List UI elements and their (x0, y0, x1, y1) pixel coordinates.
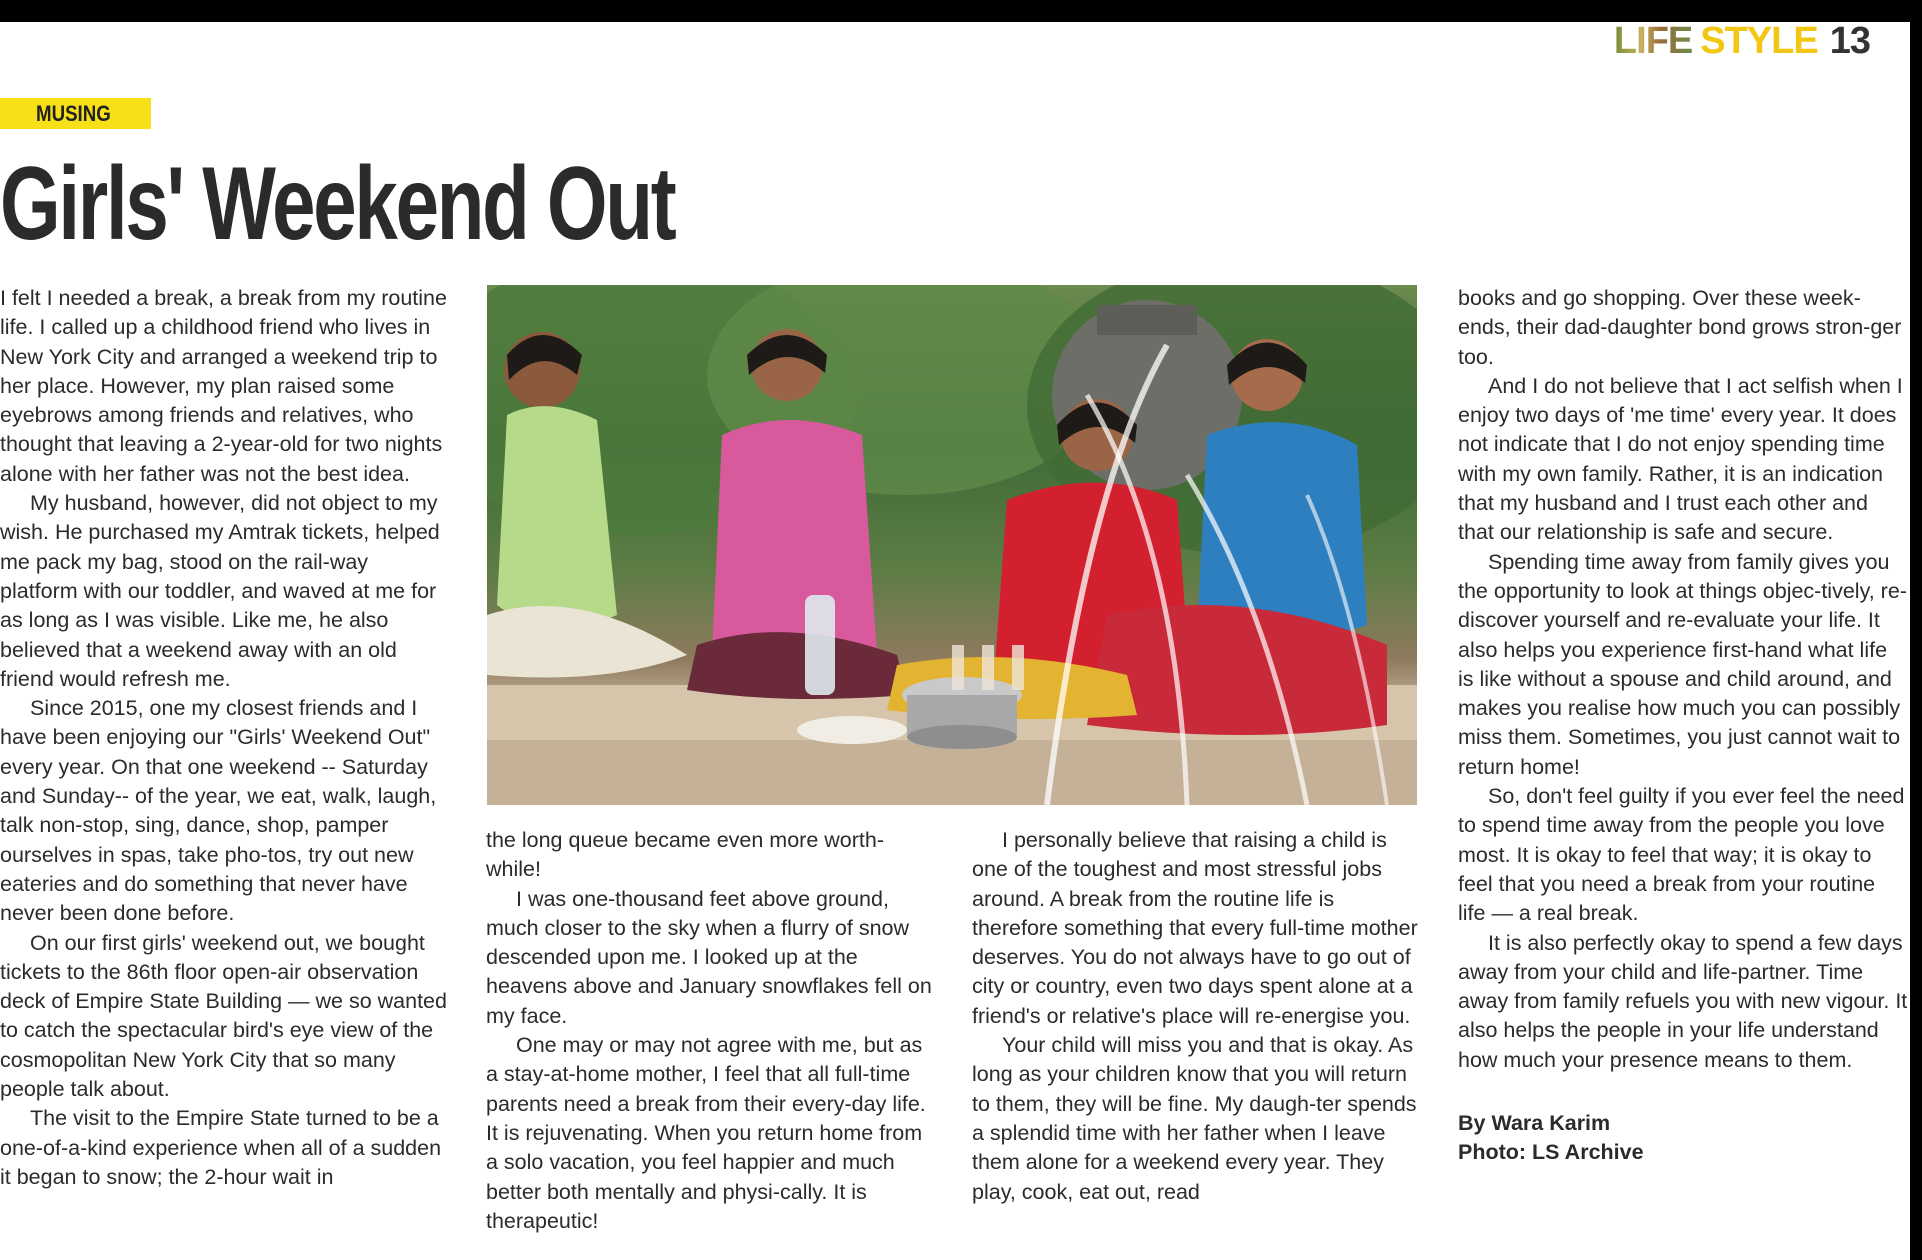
paragraph: It is also perfectly okay to spend a few days away from your child and life-partner. Time away from family refuels you with new vigour. It also helps the people in your life understand how much your presence means to them. (1458, 930, 1908, 1072)
paragraph: I was one-thousand feet above ground, much closer to the sky when a flurry of snow descended upon me. I looked up at the heavens above and January snowflakes fell on my face. (486, 886, 932, 1028)
article-column-1 (0, 284, 448, 1192)
paragraph: My husband, however, did not object to my wish. He purchased my Amtrak tickets, helped me pack my bag, stood on the rail-way platform with our toddler, and waved at me for as long as I was visible. Like me, he also believed that a weekend away with an old friend would refresh me. (0, 491, 440, 691)
photo-credit: Photo: LS Archive (1458, 1140, 1644, 1165)
paragraph: books and go shopping. Over these week-ends, their dad-daughter bond grows stron-ger too. (1458, 286, 1902, 369)
top-border (0, 0, 1922, 22)
paragraph: The visit to the Empire State turned to be a one-of-a-kind experience when all of a sudden it began to snow; the 2-hour wait in (0, 1106, 442, 1189)
article-column-4 (1458, 284, 1908, 1168)
article-column-2 (486, 826, 936, 1236)
paragraph: One may or may not agree with me, but as a stay-at-home mother, I feel that all full-time parents need a break from their every-day life. It is rejuvenating. When you return home from a solo vacation, you feel happier and much better both mentally and physi-cally. It is therapeutic! (486, 1033, 926, 1233)
paragraph: I felt I needed a break, a break from my routine life. I called up a childhood friend who lives in New York City and arranged a weekend trip to her place. However, my plan raised some eyebrows among friends and relatives, who thought that leaving a 2-year-old for two nights alone with her father was not the best idea. (0, 286, 447, 486)
paragraph: I personally believe that raising a child is one of the toughest and most stressful jobs around. A break from the routine life is therefore something that every full-time mother deserves. You do not always have to go out of city or country, even two days spent alone at a friend's or relative's place will re-energise you. (972, 828, 1418, 1028)
paragraph: So, don't feel guilty if you ever feel the need to spend time away from the people you love most. It is okay to feel that way; it is okay to feel that you need a break from your routine life — a real break. (1458, 784, 1905, 926)
byline-block (1458, 1109, 1908, 1168)
paragraph: On our first girls' weekend out, we bought tickets to the 86th floor open-air observation deck of Empire State Building — we so wanted to catch the spectacular bird's eye view of the cosmopolitan New York City that so many people talk about. (0, 930, 447, 1102)
paragraph: the long queue became even more worth-while! (486, 828, 884, 882)
category-tag (0, 98, 151, 129)
paragraph: Spending time away from family gives you the opportunity to look at things objec-tively, re-discover yourself and re-evaluate your life. It also helps you experience first-hand what life is like without a spouse and child around, and makes you realise how much you can possibly miss them. Sometimes, you just cannot wait to return home! (1458, 549, 1907, 779)
author-byline: By Wara Karim (1458, 1111, 1611, 1136)
article-column-3 (972, 826, 1422, 1207)
paragraph: Since 2015, one my closest friends and I have been enjoying our "Girls' Weekend Out" every year. On that one weekend -- Saturday and Sunday-- of the year, we eat, walk, laugh, talk non-stop, sing, dance, shop, pamper ourselves in spas, take pho-tos, try out new eateries and do something that never have never been done before. (0, 696, 437, 926)
right-border (1910, 0, 1922, 1260)
section-masthead (1614, 20, 1870, 63)
section-name-life: LIFE (1613, 20, 1693, 62)
photo-illustration (487, 285, 1417, 805)
paragraph: Your child will miss you and that is okay. As long as your children know that you will return to them, they will be fine. My daugh-ter spends a splendid time with her father when I leave them alone for a weekend every year. They play, cook, eat out, read (972, 1033, 1417, 1204)
category-label: MUSING (36, 101, 111, 126)
article-headline: Girls' Weekend Out (0, 146, 675, 262)
section-name-style: STYLE (1700, 20, 1818, 62)
paragraph: And I do not believe that I act selfish when I enjoy two days of 'me time' every year. It does not indicate that I do not enjoy spending time with my own family. Rather, it is an indication that my husband and I trust each other and that our relationship is safe and secure. (1458, 373, 1903, 545)
article-photo (487, 285, 1417, 805)
page-number: 13 (1829, 20, 1870, 62)
